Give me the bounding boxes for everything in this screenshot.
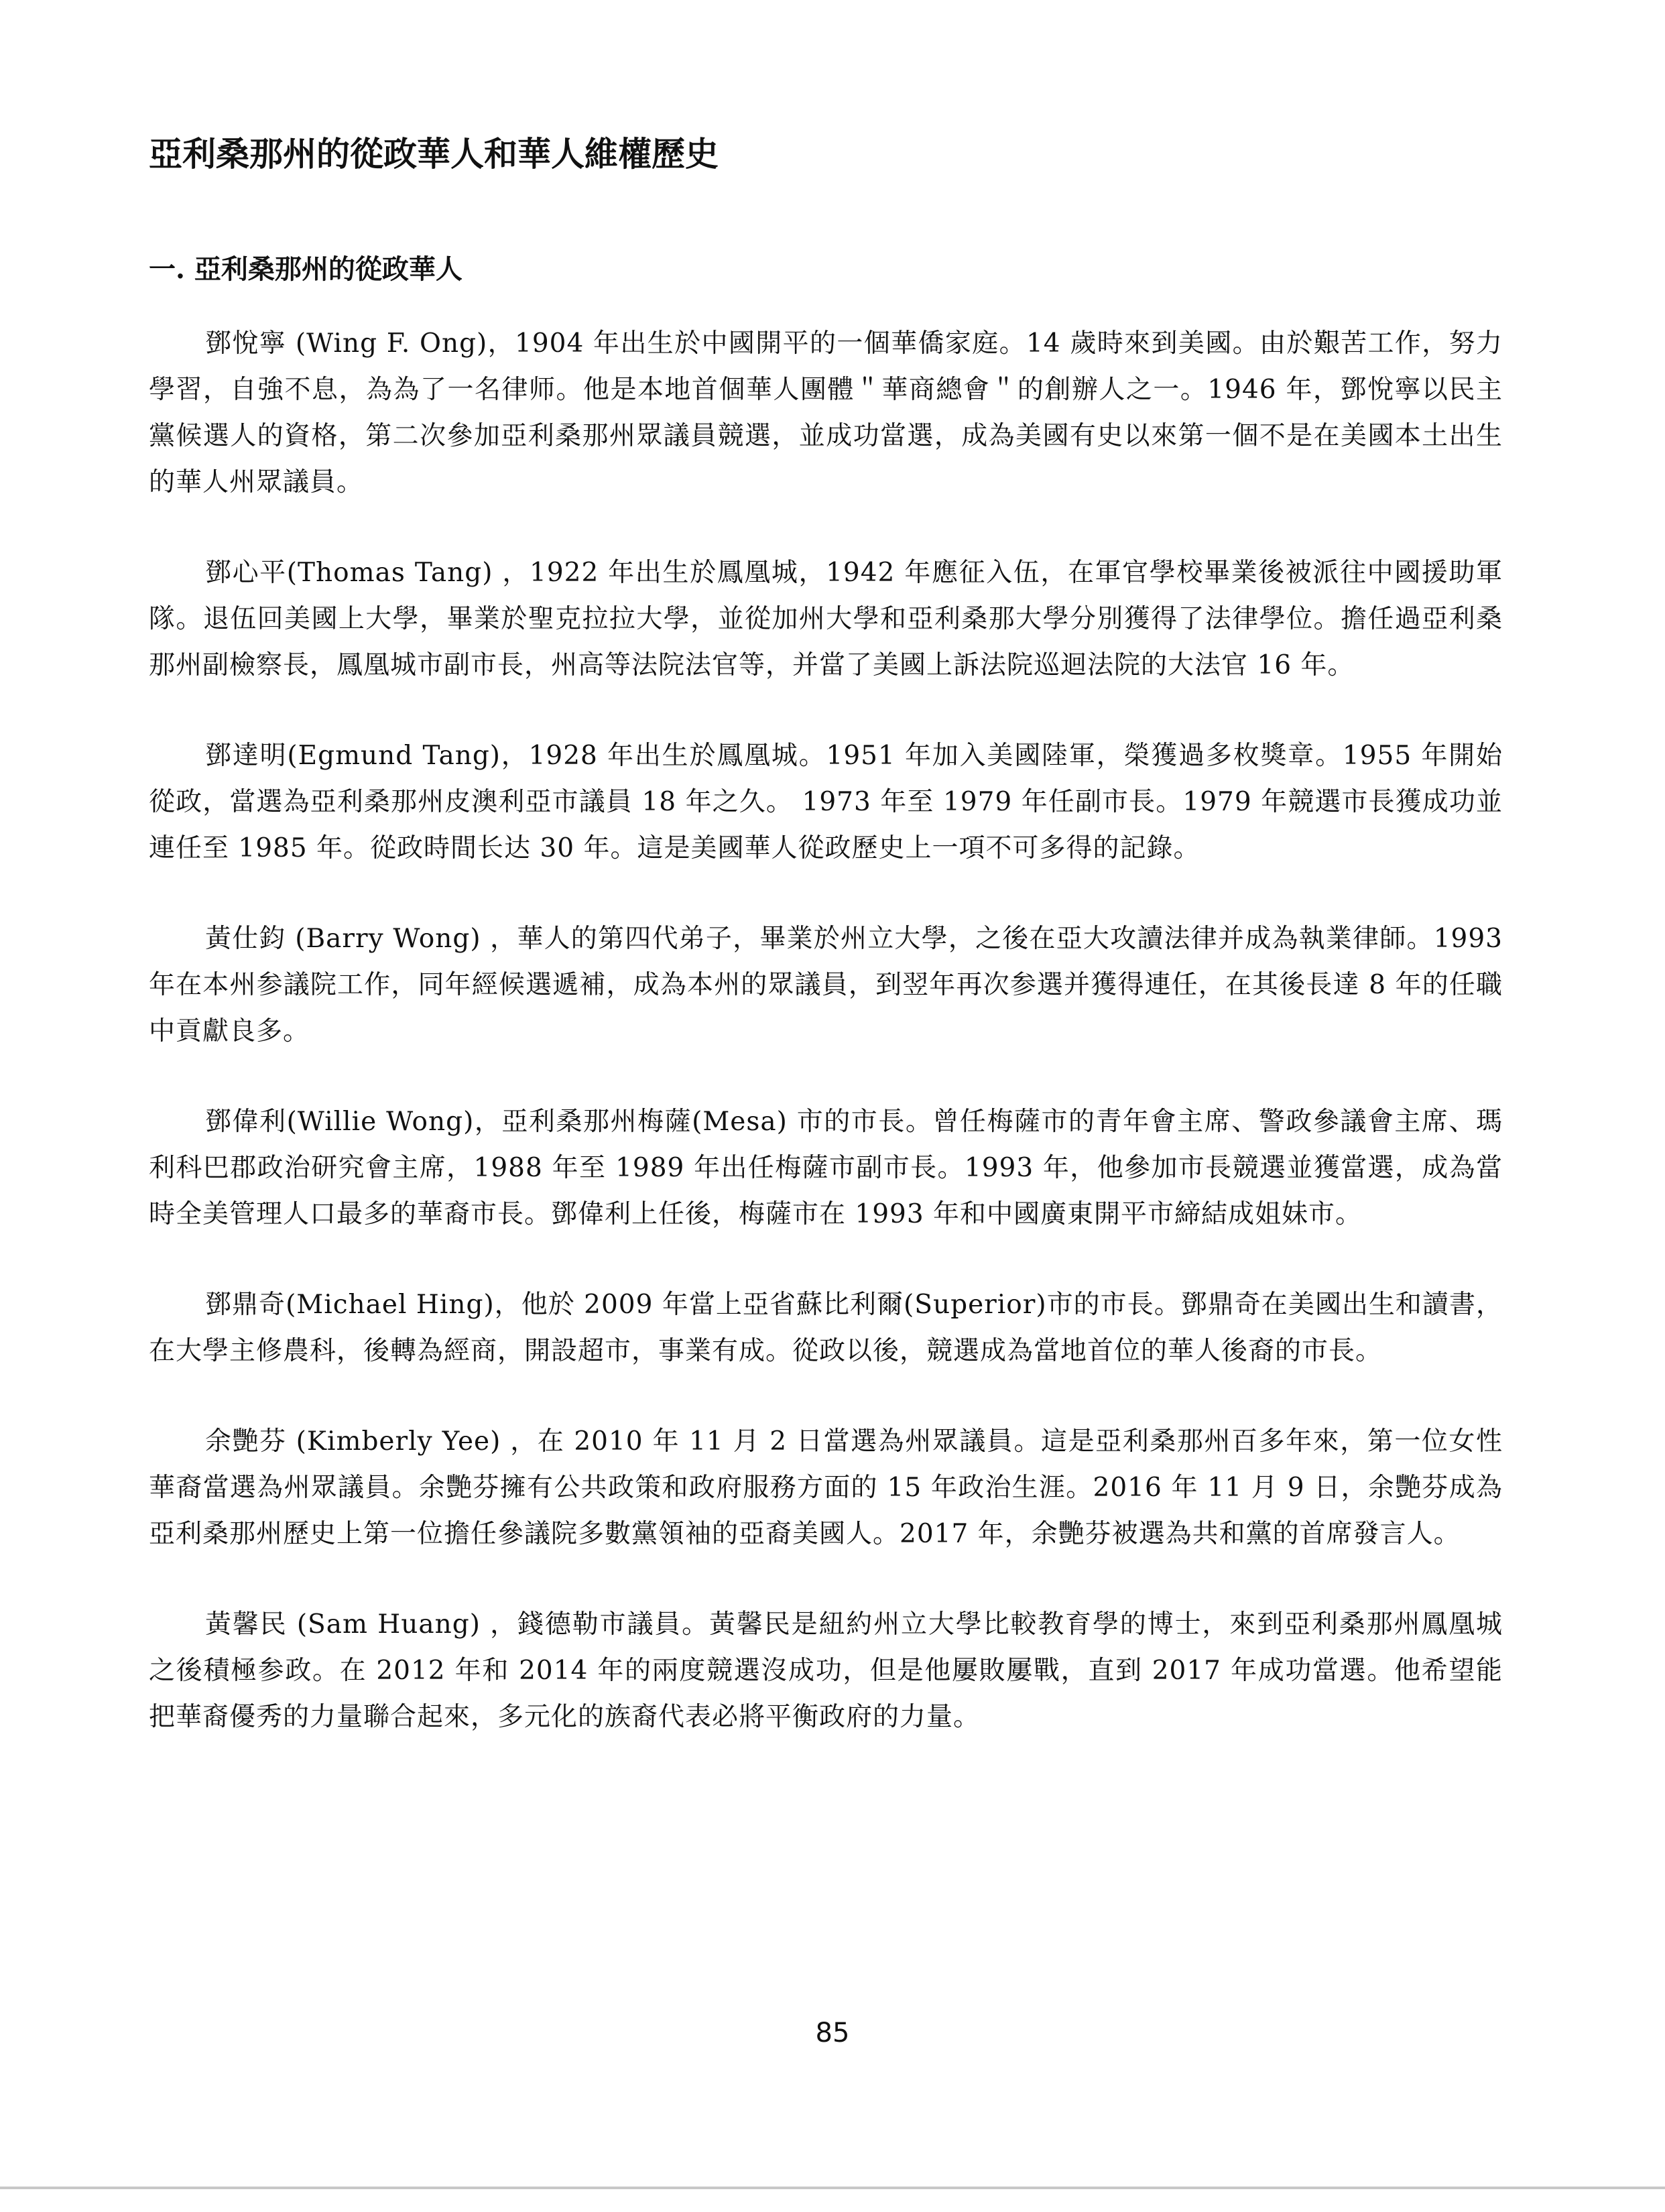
paragraph-barry-wong: 黃仕鈞 (Barry Wong) ，華人的第四代弟子，畢業於州立大學，之後在亞大攻讀法律并成為執業律師。1993 年在本州参議院工作，同年經候選遞補，成為本州的眾議員，到翌年再次参選并獲得連任，在其後長達 8 年的任職中貢獻良多。 — [149, 924, 1503, 1046]
body-text — [149, 320, 1503, 1784]
scan-bottom-edge — [0, 2187, 1665, 2189]
page-number: 85 — [815, 2018, 850, 2048]
paragraph-egmund-tang: 鄧達明(Egmund Tang)，1928 年出生於鳳凰城。1951 年加入美國陸軍，榮獲過多枚獎章。1955 年開始從政，當選為亞利桑那州皮澳利亞市議員 18 年之久。 1973 年至 1979 年任副市長。1979 年競選市長獲成功並連任至 1985 年。從政時間长达 30 年。這是美國華人從政歷史上一項不可多得的記錄。 — [149, 741, 1503, 863]
paragraph-thomas-tang: 鄧心平(Thomas Tang) ，1922 年出生於鳳凰城，1942 年應征入伍，在軍官學校畢業後被派往中國援助軍隊。退伍回美國上大學，畢業於聖克拉拉大學，並從加州大學和亞利桑那大學分別獲得了法律學位。擔任過亞利桑那州副檢察長，鳳凰城市副市長，州高等法院法官等，并當了美國上訴法院巡迴法院的大法官 16 年。 — [149, 558, 1503, 680]
paragraph-willie-wong: 鄧偉利(Willie Wong)，亞利桑那州梅薩(Mesa) 市的市長。曾任梅薩市的青年會主席、警政參議會主席、瑪利科巴郡政治研究會主席，1988 年至 1989 年出任梅薩市副市長。1993 年，他參加市長競選並獲當選，成為當時全美管理人口最多的華裔市長。鄧偉利上任後，梅薩市在 1993 年和中國廣東開平市締結成姐妹市。 — [149, 1107, 1503, 1229]
paragraph-wing-f-ong: 鄧悅寧 (Wing F. Ong)，1904 年出生於中國開平的一個華僑家庭。14 歲時來到美國。由於艱苦工作，努力學習，自強不息，為為了一名律师。他是本地首個華人團體＂華商總會＂的創辦人之一。1946 年，鄧悅寧以民主黨候選人的資格，第二次參加亞利桑那州眾議員競選，並成功當選，成為美國有史以來第一個不是在美國本土出生的華人州眾議員。 — [149, 328, 1503, 497]
paragraph-michael-hing: 鄧鼎奇(Michael Hing)，他於 2009 年當上亞省蘇比利爾(Superior)市的市長。鄧鼎奇在美國出生和讀書，在大學主修農科，後轉為經商，開設超市，事業有成。從政以後，競選成為當地首位的華人後裔的市長。 — [149, 1290, 1503, 1366]
paragraph-sam-huang: 黃馨民 (Sam Huang) ，錢德勒市議員。黃馨民是紐約州立大學比較教育學的博士，來到亞利桑那州鳳凰城之後積極参政。在 2012 年和 2014 年的兩度競選沒成功，但是他屢敗屢戰，直到 2017 年成功當選。他希望能把華裔優秀的力量聯合起來，多元化的族裔代表必將平衡政府的力量。 — [149, 1609, 1503, 1732]
paragraph-kimberly-yee: 余艷芬 (Kimberly Yee) ，在 2010 年 11 月 2 日當選為州眾議員。這是亞利桑那州百多年來，第一位女性華裔當選為州眾議員。余艷芬擁有公共政策和政府服務方面的 15 年政治生涯。2016 年 11 月 9 日，余艷芬成為亞利桑那州歷史上第一位擔任參議院多數黨領袖的亞裔美國人。2017 年，余艷芬被選為共和黨的首席發言人。 — [149, 1426, 1503, 1549]
section-heading: 一. 亞利桑那州的從政華人 — [149, 253, 462, 285]
document-title: 亞利桑那州的從政華人和華人維權歷史 — [149, 135, 719, 174]
